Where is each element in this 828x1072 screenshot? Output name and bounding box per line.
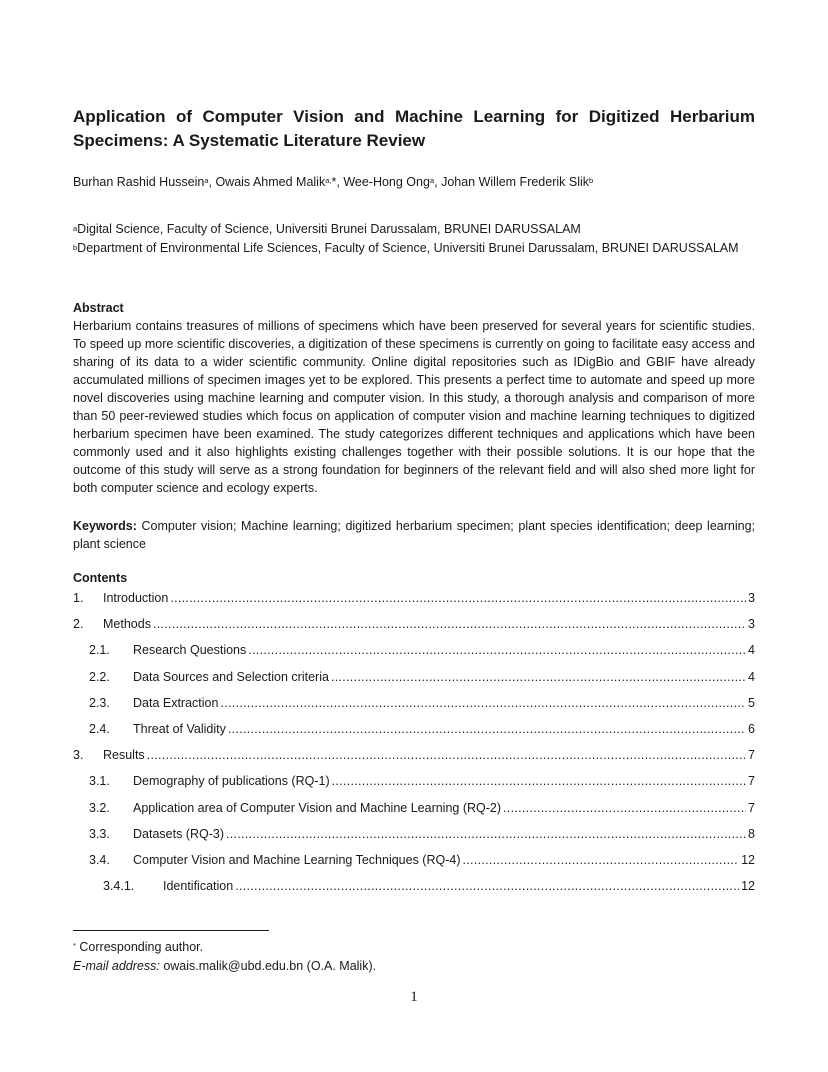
- author-name: Burhan Rashid Hussein: [73, 175, 205, 189]
- author-list: [73, 173, 593, 191]
- affiliation-a: [73, 220, 755, 239]
- author: [441, 175, 593, 189]
- toc-title: Introduction: [103, 591, 169, 605]
- toc-number: 3.4.: [89, 852, 110, 867]
- toc-title: Identification: [163, 879, 234, 894]
- contents-heading: Contents: [73, 571, 128, 585]
- toc-leader-dots: [463, 851, 740, 869]
- toc-leader-dots: [220, 694, 746, 712]
- author-name: Wee-Hong Ong: [343, 175, 430, 189]
- author-separator: ,: [208, 175, 216, 189]
- toc-entry[interactable]: [73, 772, 755, 798]
- keywords-text: Computer vision; Machine learning; digitized herbarium specimen; plant species identification; deep learning; plant science: [73, 519, 755, 551]
- toc-page-number: 4: [748, 669, 755, 684]
- toc-leader-dots: [235, 877, 739, 895]
- affiliation-b: [73, 239, 755, 258]
- affiliation-a-mark: a: [73, 224, 78, 233]
- toc-title: Research Questions: [133, 643, 247, 658]
- toc-page-number: 12: [741, 879, 755, 894]
- toc-page-number: 3: [748, 591, 755, 605]
- footnote-rule: [73, 930, 269, 931]
- author-affiliation-mark: b: [589, 176, 594, 185]
- toc-title: Data Extraction: [133, 695, 219, 710]
- page-number: 1: [410, 989, 418, 1005]
- author-affiliation-mark: a: [204, 176, 209, 185]
- keywords-label: Keywords:: [73, 519, 137, 533]
- toc-number: 2.: [73, 617, 84, 632]
- toc-title: Computer Vision and Machine Learning Techniques (RQ-4): [133, 852, 461, 867]
- toc-entry[interactable]: [73, 641, 755, 667]
- toc-number: 3.1.: [89, 774, 110, 789]
- toc-leader-dots: [331, 668, 746, 686]
- affiliations: [73, 220, 755, 258]
- toc-page-number: 8: [748, 826, 755, 841]
- toc-number: 2.1.: [89, 643, 110, 658]
- toc-entry[interactable]: [73, 615, 755, 641]
- toc-leader-dots: [503, 799, 746, 817]
- toc-entry[interactable]: [73, 668, 755, 694]
- footnote-email: [73, 957, 376, 975]
- toc-page-number: 7: [748, 748, 755, 763]
- table-of-contents: [73, 589, 755, 903]
- author: [73, 175, 215, 189]
- footnote-corresponding-text: Corresponding author.: [79, 940, 204, 954]
- author-affiliation-mark: a: [429, 176, 435, 185]
- author: [343, 175, 441, 189]
- abstract-text: Herbarium contains treasures of millions of specimens which have been preserved for several years for scientific studies. To speed up more scientific discoveries, a digitization of these specimens is currently on going to facilitate easy access and sharing of its data to a wider scientific community. Online digital repositories such as IDigBio and GBIF have already accumulated millions of specimen images yet to be explored. This presents a perfect time to automate and speed up more novel discoveries using machine learning and computer vision. In this study, a thorough analysis and comparison of more than 50 peer-reviewed studies which focus on application of computer vision and machine learning techniques to digitized herbarium specimen have been examined. The study categorizes different techniques and applications which have been commonly used and it also highlights existing challenges together with their possible solutions. It is our hope that the outcome of this study will serve as a strong foundation for beginners of the relevant field and will also shed more light for both computer science and ecology experts.: [73, 319, 755, 495]
- toc-title: Results: [103, 748, 145, 763]
- toc-leader-dots: [226, 825, 746, 843]
- author-name: Johan Willem Frederik Slik: [441, 175, 590, 189]
- email-address[interactable]: owais.malik@ubd.edu.bn (O.A. Malik).: [163, 959, 377, 973]
- corresponding-author-mark: *: [331, 175, 337, 189]
- toc-title: Application area of Computer Vision and Machine Learning (RQ-2): [133, 800, 502, 815]
- abstract-heading: Abstract: [73, 301, 124, 315]
- toc-page-number: 12: [741, 852, 755, 867]
- affiliation-b-text: Department of Environmental Life Sciences, Faculty of Science, Universiti Brunei Darussalam, BRUNEI DARUSSALAM: [77, 241, 739, 255]
- toc-leader-dots: [228, 720, 746, 738]
- toc-number: 3.4.1.: [103, 879, 135, 894]
- toc-page-number: 6: [748, 721, 755, 736]
- toc-title: Demography of publications (RQ-1): [133, 774, 330, 789]
- toc-leader-dots: [147, 746, 746, 764]
- toc-page-number: 3: [748, 617, 755, 632]
- toc-title: Methods: [103, 617, 151, 632]
- toc-page-number: 7: [748, 800, 755, 815]
- toc-leader-dots: [153, 615, 746, 633]
- toc-number: 2.3.: [89, 695, 110, 710]
- toc-number: 2.2.: [89, 669, 110, 684]
- toc-number: 3.2.: [89, 800, 110, 815]
- affiliation-b-mark: b: [73, 243, 78, 252]
- author-separator: ,: [434, 175, 442, 189]
- toc-entry[interactable]: [73, 746, 755, 772]
- toc-leader-dots: [170, 589, 746, 607]
- email-label: E-mail address:: [73, 959, 160, 973]
- toc-number: 2.4.: [89, 721, 110, 736]
- keywords: [73, 517, 755, 553]
- paper-page: [73, 0, 755, 1072]
- toc-entry[interactable]: [73, 799, 755, 825]
- toc-entry[interactable]: [73, 825, 755, 851]
- toc-number: 1.: [73, 591, 84, 605]
- author-separator: ,: [336, 175, 344, 189]
- toc-entry[interactable]: [73, 694, 755, 720]
- toc-title: Datasets (RQ-3): [133, 826, 224, 841]
- toc-page-number: 5: [748, 695, 755, 710]
- toc-leader-dots: [332, 772, 746, 790]
- toc-title: Threat of Validity: [133, 721, 226, 736]
- footnote-mark: *: [73, 941, 76, 950]
- toc-entry[interactable]: [73, 877, 755, 903]
- footnote-corresponding: [73, 938, 203, 956]
- toc-number: 3.: [73, 748, 84, 763]
- toc-leader-dots: [248, 641, 746, 659]
- toc-number: 3.3.: [89, 826, 110, 841]
- toc-page-number: 7: [748, 774, 755, 789]
- toc-entry[interactable]: [73, 720, 755, 746]
- toc-title: Data Sources and Selection criteria: [133, 669, 329, 684]
- toc-entry[interactable]: [73, 851, 755, 877]
- affiliation-a-text: Digital Science, Faculty of Science, Universiti Brunei Darussalam, BRUNEI DARUSSALAM: [77, 222, 581, 236]
- author: [215, 175, 343, 189]
- author-name: Owais Ahmed Malik: [215, 175, 326, 189]
- paper-title: Application of Computer Vision and Machine Learning for Digitized Herbarium Specimens: A Systematic Literature Review: [73, 107, 755, 150]
- toc-entry[interactable]: [73, 589, 755, 615]
- author-affiliation-mark: a,: [325, 176, 332, 185]
- toc-page-number: 4: [748, 643, 755, 658]
